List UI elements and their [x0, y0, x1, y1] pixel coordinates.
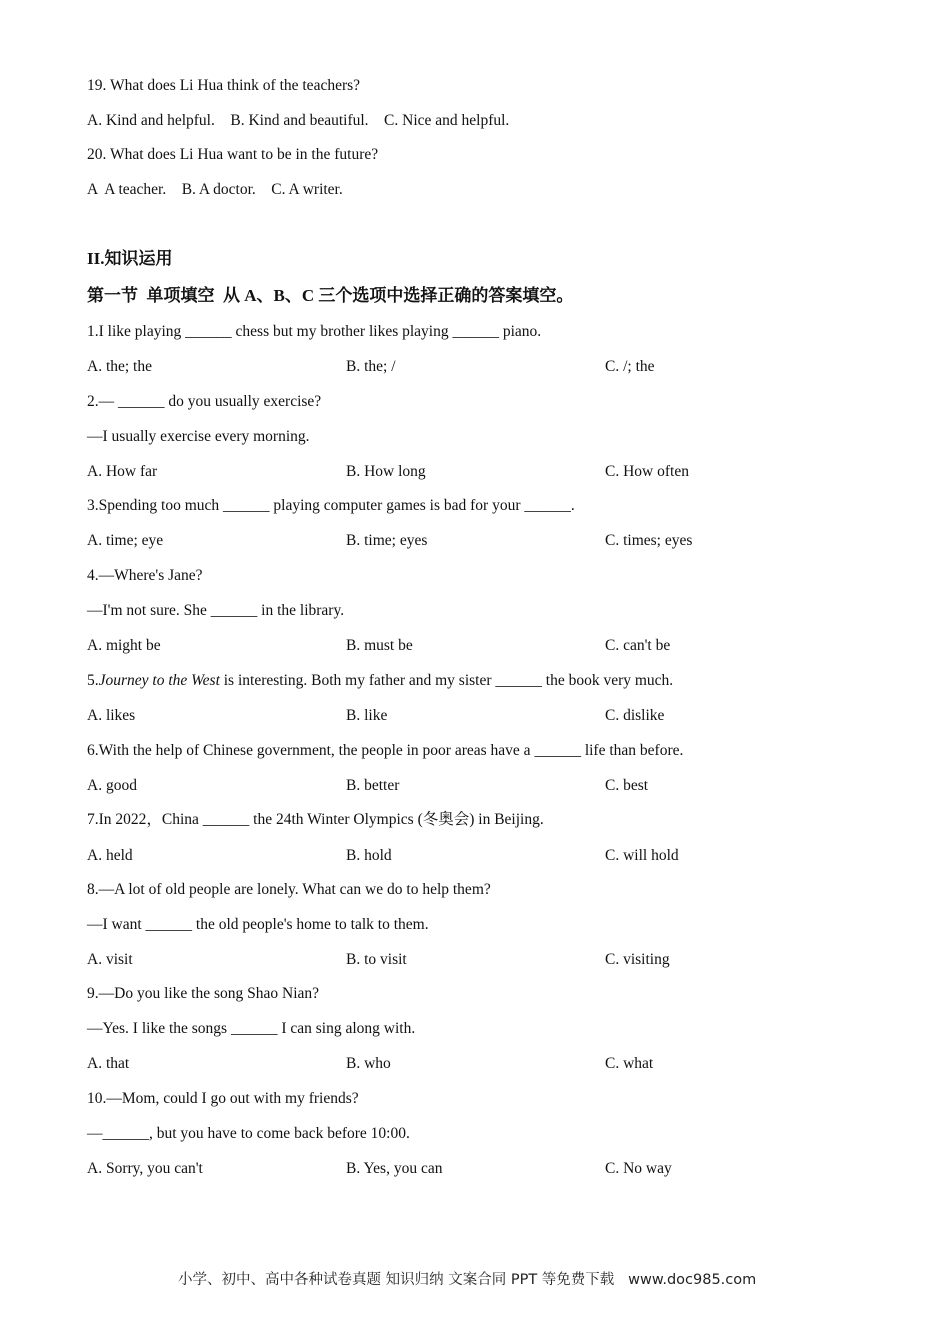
q1-stem: 1.I like playing ______ chess but my brother likes playing ______ piano.: [87, 323, 542, 340]
q5-option-c: C. dislike: [605, 707, 665, 724]
q6-option-c: C. best: [605, 777, 649, 794]
q2-option-b: B. How long: [346, 463, 426, 480]
q3-option-b: B. time; eyes: [346, 532, 428, 549]
q4-stem: 4.—Where's Jane?: [87, 567, 203, 584]
q8-option-a: A. visit: [87, 951, 133, 968]
q2-option-a: A. How far: [87, 463, 158, 480]
q1-option-b: B. the; /: [346, 358, 396, 375]
book-title: Journey to the West: [98, 672, 220, 689]
q10-option-c: C. No way: [605, 1160, 672, 1177]
q5-prefix: 5.: [87, 672, 99, 689]
q9-option-c: C. what: [605, 1055, 654, 1072]
q10-option-a: A. Sorry, you can't: [87, 1160, 203, 1177]
q10-reply: —______, but you have to come back before 10:00.: [87, 1125, 410, 1142]
q9-reply: —Yes. I like the songs ______ I can sing along with.: [87, 1020, 416, 1037]
q6-stem: 6.With the help of Chinese government, the people in poor areas have a ______ life than before.: [87, 742, 684, 759]
q8-stem: 8.—A lot of old people are lonely. What can we do to help them?: [87, 881, 491, 898]
q5-suffix: is interesting. Both my father and my sister ______ the book very much.: [219, 672, 674, 689]
question-20-text: 20. What does Li Hua want to be in the future?: [87, 146, 379, 163]
q3-option-a: A. time; eye: [87, 532, 164, 549]
q8-reply: —I want ______ the old people's home to talk to them.: [87, 916, 429, 933]
q4-option-c: C. can't be: [605, 637, 671, 654]
q8-option-c: C. visiting: [605, 951, 670, 968]
q5-option-b: B. like: [346, 707, 388, 724]
q9-option-a: A. that: [87, 1055, 130, 1072]
q2-reply: —I usually exercise every morning.: [87, 428, 310, 445]
q5-stem: [87, 671, 673, 691]
q4-reply: —I'm not sure. She ______ in the library.: [87, 602, 345, 619]
q8-option-b: B. to visit: [346, 951, 407, 968]
q4-option-b: B. must be: [346, 637, 413, 654]
page-footer: 小学、初中、高中各种试卷真题 知识归纳 文案合同 PPT 等免费下载 www.doc985.com: [178, 1272, 757, 1288]
q2-option-c: C. How often: [605, 463, 689, 480]
section-title: II.知识运用: [87, 249, 173, 268]
q10-option-b: B. Yes, you can: [346, 1160, 443, 1177]
q2-stem: 2.— ______ do you usually exercise?: [87, 393, 322, 410]
q1-option-c: C. /; the: [605, 358, 655, 375]
q1-option-a: A. the; the: [87, 358, 152, 375]
q7-option-b: B. hold: [346, 847, 392, 864]
question-19-options: A. Kind and helpful. B. Kind and beautiful. C. Nice and helpful.: [87, 112, 510, 129]
q10-stem: 10.—Mom, could I go out with my friends?: [87, 1090, 359, 1107]
q3-option-c: C. times; eyes: [605, 532, 693, 549]
section-subtitle: 第一节 单项填空 从 A、B、C 三个选项中选择正确的答案填空。: [87, 286, 574, 305]
q6-option-b: B. better: [346, 777, 400, 794]
q9-stem: 9.—Do you like the song Shao Nian?: [87, 985, 320, 1002]
q9-option-b: B. who: [346, 1055, 391, 1072]
q7-stem: 7.In 2022，China ______ the 24th Winter Olympics (冬奥会) in Beijing.: [87, 811, 544, 828]
q4-option-a: A. might be: [87, 637, 161, 654]
question-20-options: A A teacher. B. A doctor. C. A writer.: [87, 181, 343, 198]
q3-stem: 3.Spending too much ______ playing computer games is bad for your ______.: [87, 497, 575, 514]
q5-option-a: A. likes: [87, 707, 136, 724]
q7-option-a: A. held: [87, 847, 133, 864]
q7-option-c: C. will hold: [605, 847, 679, 864]
question-19-text: 19. What does Li Hua think of the teachers?: [87, 77, 361, 94]
q6-option-a: A. good: [87, 777, 137, 794]
